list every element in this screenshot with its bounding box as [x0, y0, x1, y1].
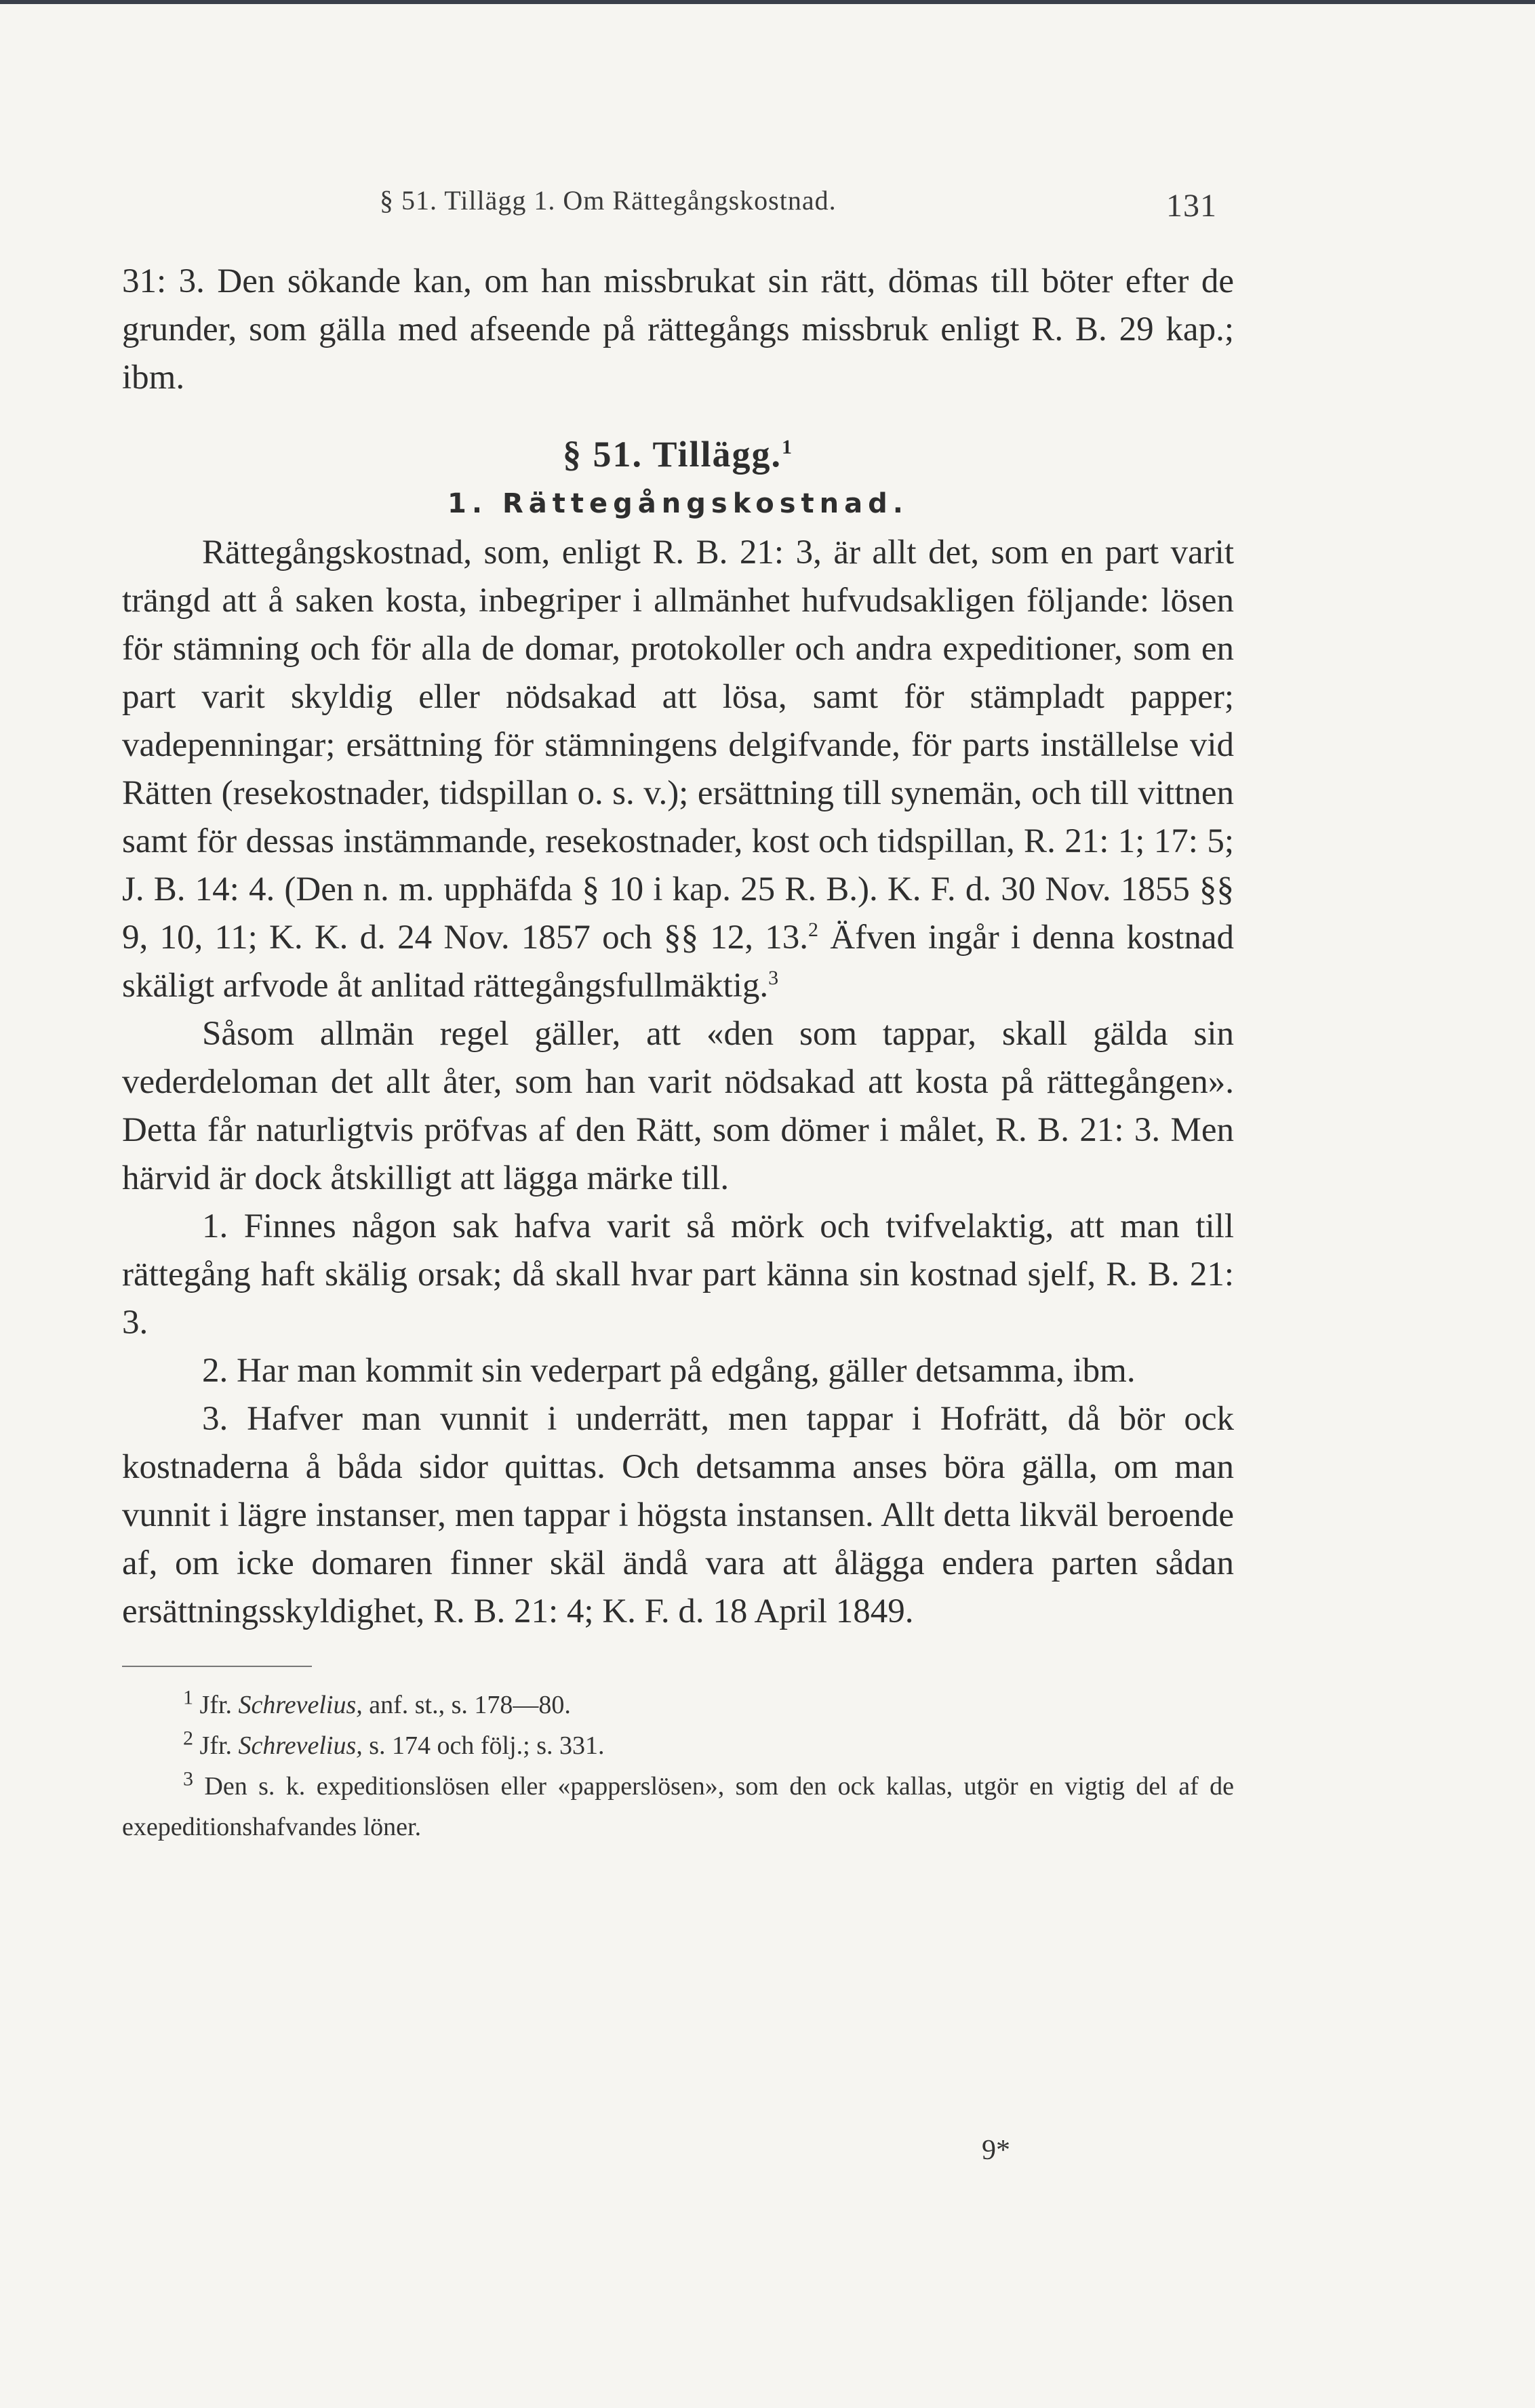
- intro-paragraph: [122, 258, 1234, 402]
- paragraph-1b-text: Äfven ingår i denna kostnad skäligt arfvode åt anlitad rättegångsfullmäktig.: [122, 919, 1235, 1005]
- top-edge: [0, 0, 1535, 4]
- footnotes: [122, 1685, 1234, 1847]
- paragraph-2: Såsom allmän regel gäller, att «den som tappar, skall gälda sin vederdeloman det allt åter, som han varit nödsakad att kosta på rättegången». Detta får naturligtvis pröfvas af den Rätt, som dömer i målet, R. B. 21: 3. Men härvid är dock åtskilligt att lägga märke till.: [122, 1015, 1234, 1197]
- footnote-divider: [122, 1666, 312, 1667]
- paragraph-1-text: Rättegångskostnad, som, enligt R. B. 21: 3, är allt det, som en part varit trängd att å saken kosta, inbegriper i allmänhet hufvudsakligen följande: lösen för stämning och för alla de domar, protokoller och andra expeditioner, som en part varit skyldig eller nödsakad att lösa, samt för stämpladt papper; vadepenningar; ersättning för stämningens delgifvande, för parts inställelse vid Rätten (resekostnader, tidspillan o. s. v.); ersättning till synemän, och till vittnen samt för dessas instämmande, resekostnader, kost och tidspillan, R. 21: 1; 17: 5; J. B. 14: 4. (Den n. m. upphäfda § 10 i kap. 25 R. B.). K. F. d. 30 Nov. 1855 §§ 9, 10, 11; K. K. d. 24 Nov. 1857 och §§ 12, 13.: [122, 534, 1234, 957]
- footnote-1-text: anf. st., s. 178—80.: [369, 1691, 571, 1719]
- section-title-footnote-ref: 1: [782, 436, 794, 458]
- page-number: 131: [1166, 188, 1217, 224]
- subsection-title: 1. Rättegångskostnad.: [447, 488, 909, 519]
- footnote-2-author: Schrevelius,: [238, 1731, 363, 1760]
- list-item-3: 3. Hafver man vunnit i underrätt, men tappar i Hofrätt, då bör ock kostnaderna å båda sidor quittas. Och detsamma anses böra gälla, om man vunnit i lägre instanser, men tappar i högsta instansen. Allt detta likväl beroende af, om icke domaren finner skäl ändå vara att ålägga endera parten sådan ersättningsskyldighet, R. B. 21: 4; K. F. d. 18 April 1849.: [122, 1400, 1234, 1630]
- page-body: [122, 258, 1234, 1847]
- section-title: [122, 430, 1234, 479]
- footnote-3: [122, 1766, 1234, 1847]
- footnote-2-prefix: Jfr.: [199, 1731, 232, 1760]
- signature-mark: 9*: [982, 2135, 1010, 2166]
- running-head-title: § 51. Tillägg 1. Om Rättegångskostnad.: [380, 185, 837, 216]
- footnote-ref-3: 3: [768, 967, 779, 989]
- footnote-1-prefix: Jfr.: [199, 1691, 232, 1719]
- footnote-1: [122, 1685, 1234, 1725]
- footnote-2: [122, 1725, 1234, 1766]
- section-title-text: § 51. Tillägg.: [562, 434, 782, 475]
- paragraph-1: [122, 529, 1234, 1010]
- footnote-3-text: Den s. k. expeditionslösen eller «papperslösen», som den ock kallas, utgör en vigtig del af de exepeditionshafvandes löner.: [122, 1772, 1235, 1841]
- footnote-3-num: 3: [183, 1767, 193, 1790]
- intro-paragraph-text: 31: 3. Den sökande kan, om han missbrukat sin rätt, dömas till böter efter de grunder, som gälla med afseende på rättegångs missbruk enligt R. B. 29 kap.; ibm.: [122, 262, 1234, 397]
- footnote-1-num: 1: [183, 1686, 193, 1709]
- footnote-2-text: s. 174 och följ.; s. 331.: [369, 1731, 605, 1760]
- footnote-1-author: Schrevelius,: [238, 1691, 363, 1719]
- footnote-ref-2: 2: [808, 919, 818, 941]
- footnote-2-num: 2: [183, 1727, 193, 1750]
- list-item-1: 1. Finnes någon sak hafva varit så mörk och tvifvelaktig, att man till rättegång haft skälig orsak; då skall hvar part känna sin kostnad sjelf, R. B. 21: 3.: [122, 1207, 1234, 1342]
- list-item-2: 2. Har man kommit sin vederpart på edgång, gäller detsamma, ibm.: [202, 1352, 1136, 1390]
